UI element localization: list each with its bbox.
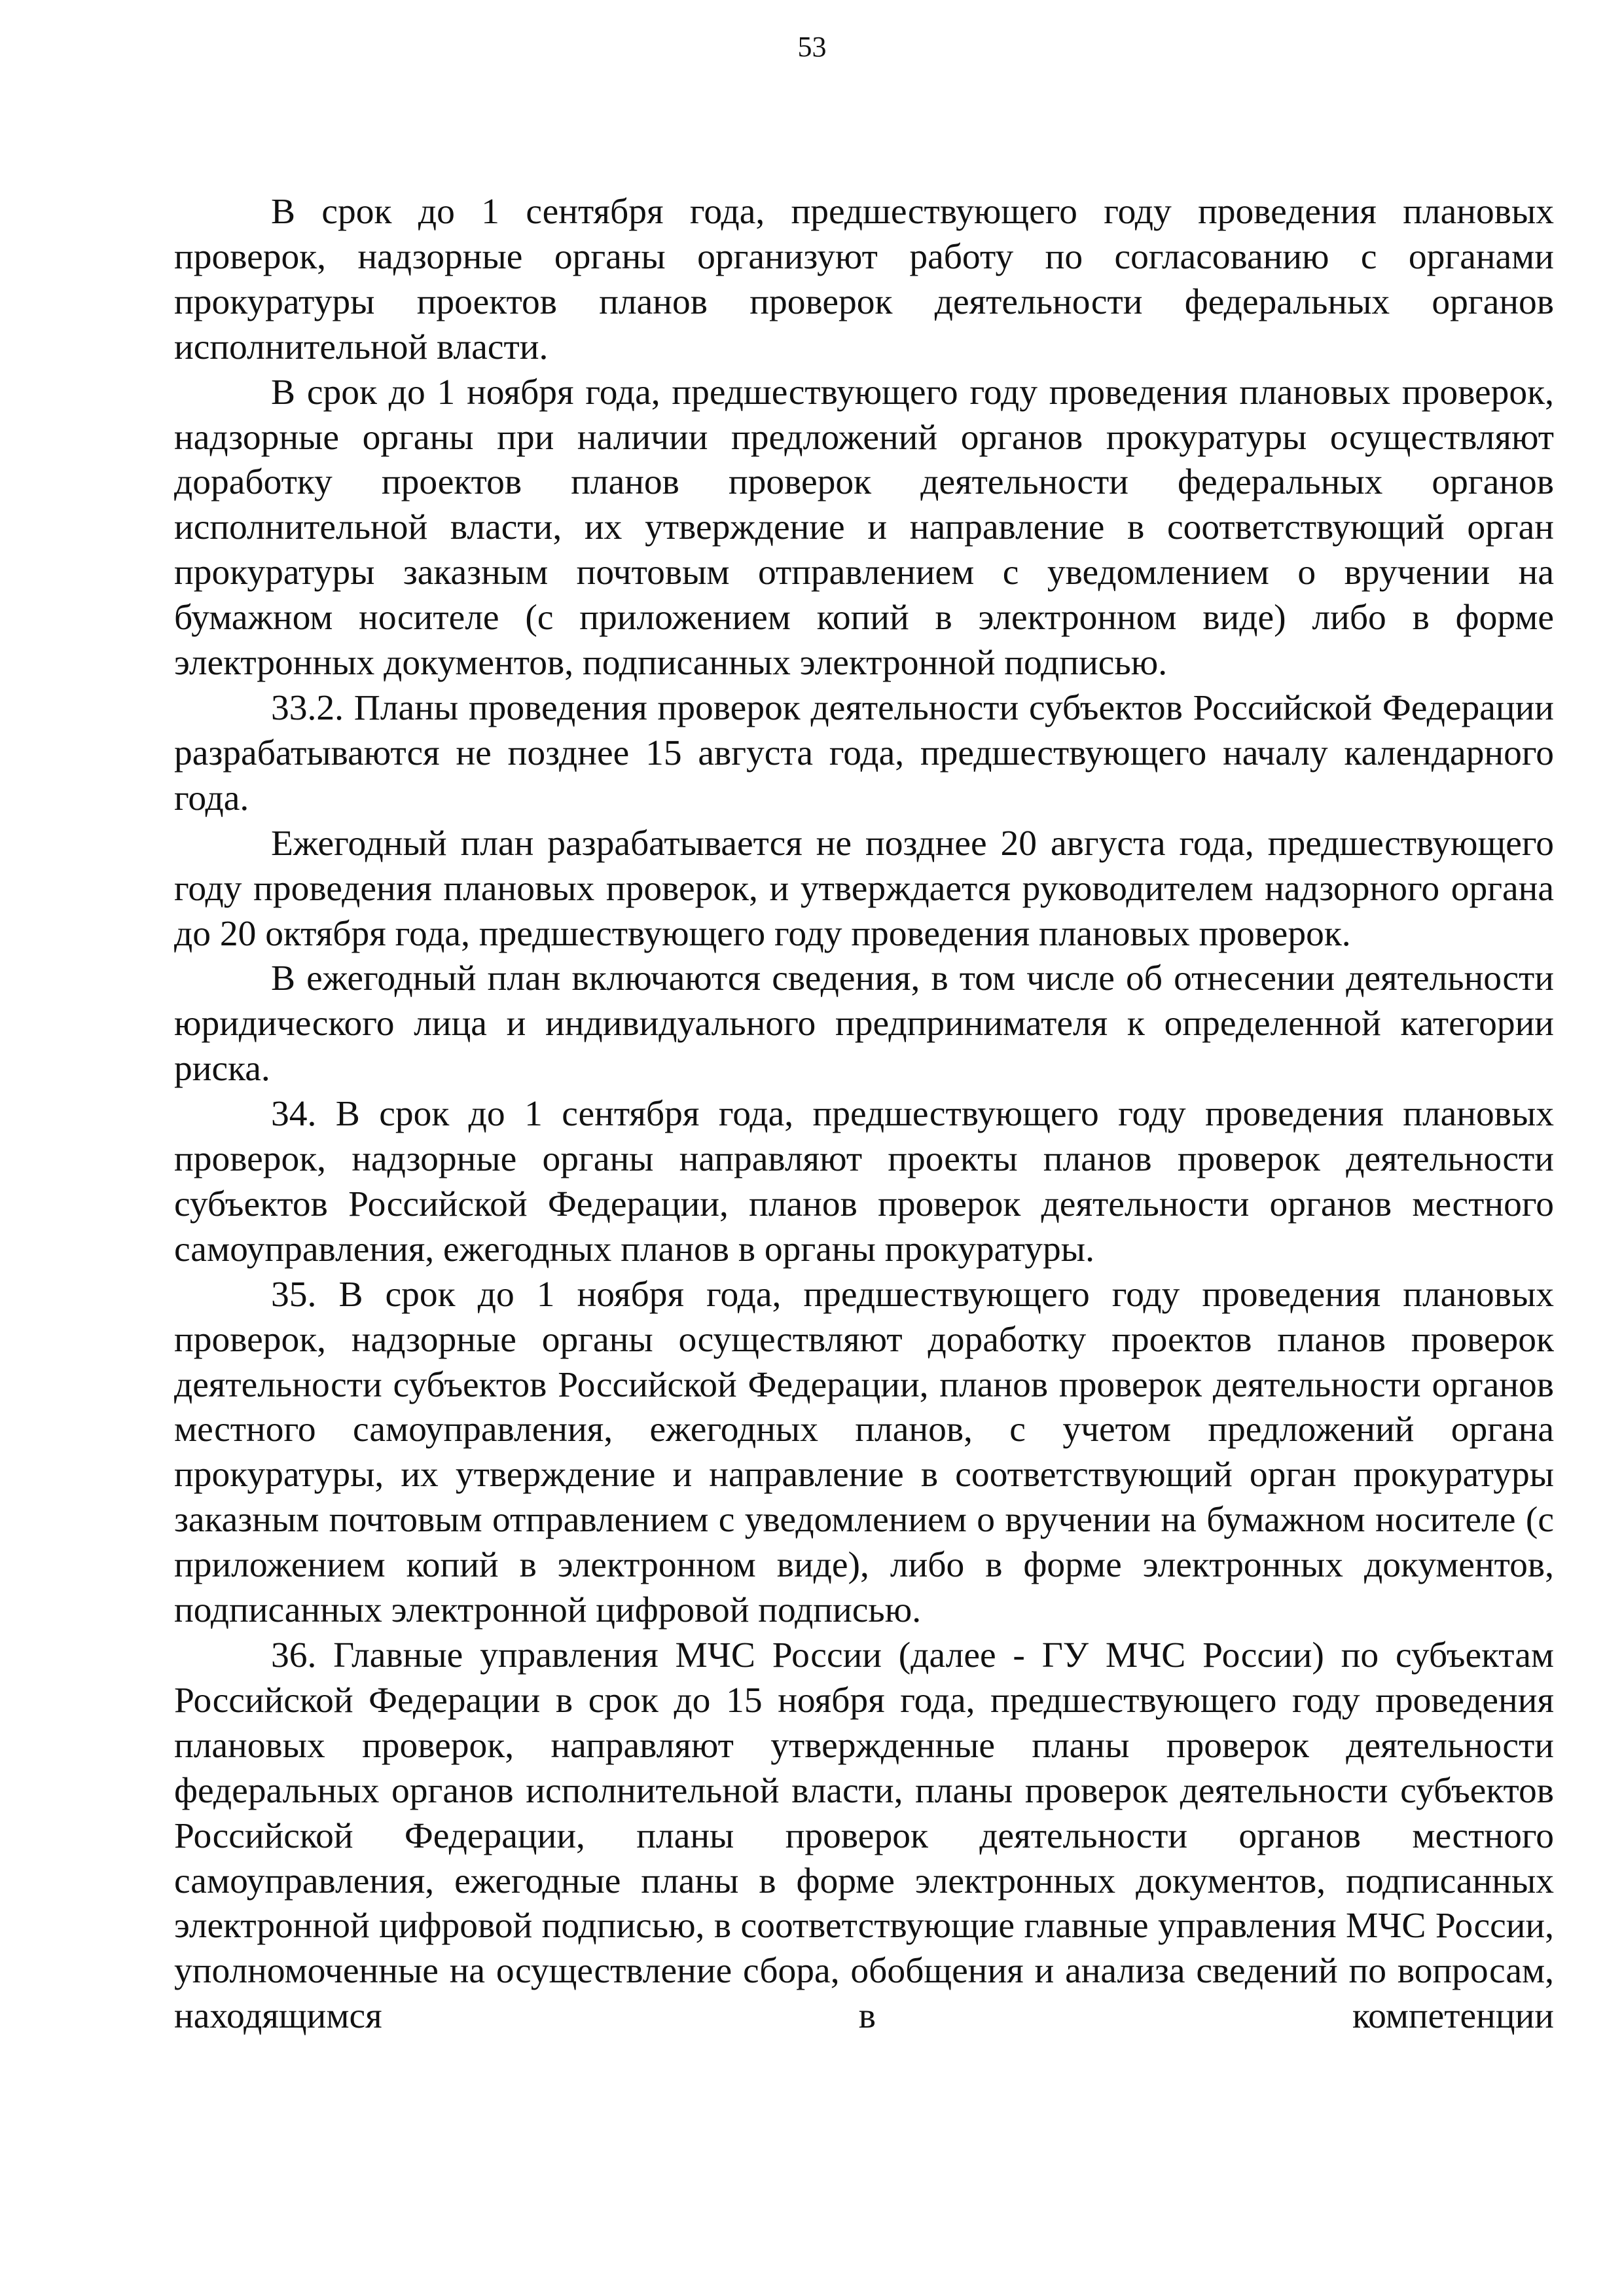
paragraph: 34. В срок до 1 сентября года, предшествующего году проведения плановых проверок, надзорные органы направляют проекты планов проверок деятельности субъектов Российской Федерации, планов проверок деятельности органов местного самоуправления, ежегодных планов в органы прокуратуры. xyxy=(174,1094,1554,1269)
paragraph: 33.2. Планы проведения проверок деятельности субъектов Российской Федерации разрабатываются не позднее 15 августа года, предшествующего началу календарного года. xyxy=(174,687,1554,818)
page-number: 53 xyxy=(797,31,827,63)
paragraph: В ежегодный план включаются сведения, в том числе об отнесении деятельности юридического лица и индивидуального предпринимателя к определенной категории риска. xyxy=(174,958,1554,1089)
paragraph: 35. В срок до 1 ноября года, предшествующего году проведения плановых проверок, надзорные органы осуществляют доработку проектов планов проверок деятельности субъектов Российской Федерации, планов проверок деятельности органов местного самоуправления, ежегодных планов, с учетом предложений органа прокуратуры, их утверждение и направление в соответствующий орган прокуратуры заказным почтовым отправлением с уведомлением о вручении на бумажном носителе (с приложением копий в электронном виде), либо в форме электронных документов, подписанных электронной цифровой подписью. xyxy=(174,1274,1554,1631)
paragraph: Ежегодный план разрабатывается не позднее 20 августа года, предшествующего году проведения плановых проверок, и утверждается руководителем надзорного органа до 20 октября года, предшествующего году проведения плановых проверок. xyxy=(174,823,1554,954)
document-body xyxy=(174,190,1554,2039)
paragraph: В срок до 1 ноября года, предшествующего году проведения плановых проверок, надзорные органы при наличии предложений органов прокуратуры осуществляют доработку проектов планов проверок деятельности федеральных органов исполнительной власти, их утверждение и направление в соответствующий орган прокуратуры заказным почтовым отправлением с уведомлением о вручении на бумажном носителе (с приложением копий в электронном виде) либо в форме электронных документов, подписанных электронной подписью. xyxy=(174,372,1554,683)
paragraph-continued: 36. Главные управления МЧС России (далее - ГУ МЧС России) по субъектам Российской Федерации в срок до 15 ноября года, предшествующего году проведения плановых проверок, направляют утвержденные планы проверок деятельности федеральных органов исполнительной власти, планы проверок деятельности субъектов Российской Федерации, планы проверок деятельности органов местного самоуправления, ежегодные планы в форме электронных документов, подписанных электронной цифровой подписью, в соответствующие главные управления МЧС России, уполномоченные на осуществление сбора, обобщения и анализа сведений по вопросам, находящимся в компетенции xyxy=(174,1635,1554,2037)
paragraph: В срок до 1 сентября года, предшествующего году проведения плановых проверок, надзорные органы организуют работу по согласованию с органами прокуратуры проектов планов проверок деятельности федеральных органов исполнительной власти. xyxy=(174,192,1554,367)
